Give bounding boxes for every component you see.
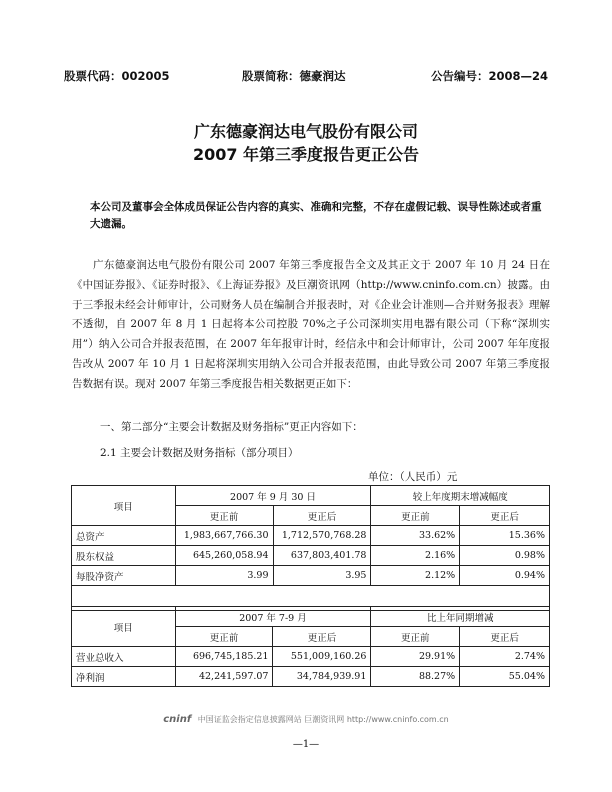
section-heading: 一、第二部分“主要会计数据及财务指标”更正内容如下： — [100, 421, 363, 433]
stock-short-name: 股票简称：德豪润达 — [242, 69, 346, 83]
before-header: 更正前 — [371, 627, 460, 647]
table-header-row — [72, 607, 550, 627]
row-label: 总资产 — [72, 526, 176, 546]
body-paragraph: 广东德豪润达电气股份有限公司 2007 年第三季度报告全文及其正文于 2007 年 10 月 24 日在《中国证券报》、《证券时报》、《上海证券报》及巨潮资讯网（http://www.cninfo.com.cn）披露。由于三季报未经会计师审计，公司财务人员在编制合并报表时，对《企业会计准则—合并财务报表》理解不透彻，自 2007 年 8 月 1 日起将本公司控股 70%之子公司深圳实用电器有限公司（下称“深圳实用”）纳入公司合并报表范围，在 2007 年年报审计时，经信永中和会计师审计，公司 2007 年年度报告改从 2007 年 10 月 1 日起将深圳实用纳入公司合并报表范围，由此导致公司 2007 年第三季度报告数据有误。现对 2007 年第三季度报告相关数据更正如下： — [72, 259, 550, 390]
cell-value: 551,009,160.26 — [273, 647, 371, 667]
cell-value: 2.74% — [460, 647, 550, 667]
cell-value: 645,260,058.94 — [175, 546, 273, 566]
cell-value: 29.91% — [371, 647, 460, 667]
table-row — [72, 647, 550, 667]
cell-value: 15.36% — [460, 526, 550, 546]
cninfo-logo: cninf — [163, 714, 192, 725]
table-row — [72, 566, 550, 586]
after-header: 更正后 — [460, 627, 550, 647]
change-header: 比上年同期增减 — [371, 607, 550, 627]
cell-value: 0.98% — [460, 546, 550, 566]
table-row — [72, 526, 550, 546]
before-header: 更正前 — [175, 627, 273, 647]
item-header: 项目 — [72, 607, 176, 647]
page-number: —1— — [292, 739, 320, 750]
board-statement: 本公司及董事会全体成员保证公告内容的真实、准确和完整，不存在虚假记载、误导性陈述或者重大遗漏。 — [90, 201, 542, 230]
sub-heading: 2.1 主要会计数据及财务指标（部分项目） — [100, 447, 299, 459]
company-title: 广东德豪润达电气股份有限公司 — [193, 122, 418, 141]
balance-table — [71, 485, 550, 611]
income-table — [71, 606, 550, 687]
row-label: 股东权益 — [72, 546, 176, 566]
before-header: 更正前 — [175, 506, 273, 526]
row-label: 每股净资产 — [72, 566, 176, 586]
footer-text: 中国证监会指定信息披露网站 巨潮资讯网 http://www.cninfo.com.cn — [197, 715, 449, 724]
cell-value: 55.04% — [460, 667, 550, 687]
cell-value: 34,784,939.91 — [273, 667, 371, 687]
cell-value: 2.12% — [371, 566, 460, 586]
unit-label: 单位：（人民币）元 — [368, 471, 458, 483]
cell-value: 2.16% — [371, 546, 460, 566]
row-label: 营业总收入 — [72, 647, 176, 667]
cell-value: 33.62% — [371, 526, 460, 546]
cell-value: 0.94% — [460, 566, 550, 586]
cell-value: 3.99 — [175, 566, 273, 586]
period-header: 2007 年 9 月 30 日 — [175, 486, 371, 506]
table-header-row — [72, 486, 550, 506]
after-header: 更正后 — [273, 627, 371, 647]
document-header — [64, 68, 548, 86]
after-header: 更正后 — [273, 506, 371, 526]
cell-value: 1,712,570,768.28 — [273, 526, 371, 546]
item-header: 项目 — [72, 486, 176, 526]
footer-watermark — [0, 714, 612, 725]
period-header: 2007 年 7-9 月 — [175, 607, 371, 627]
notice-title: 2007 年第三季度报告更正公告 — [192, 145, 420, 164]
notice-number: 公告编号：2008—24 — [430, 69, 548, 83]
cell-value: 637,803,401.78 — [273, 546, 371, 566]
row-label: 净利润 — [72, 667, 176, 687]
change-header: 较上年度期末增减幅度 — [371, 486, 550, 506]
cell-value: 3.95 — [273, 566, 371, 586]
table-row — [72, 546, 550, 566]
cell-value: 696,745,185.21 — [175, 647, 273, 667]
after-header: 更正后 — [460, 506, 550, 526]
cell-value: 42,241,597.07 — [175, 667, 273, 687]
cell-value: 1,983,667,766.30 — [175, 526, 273, 546]
cell-value: 88.27% — [371, 667, 460, 687]
before-header: 更正前 — [371, 506, 460, 526]
table-row — [72, 667, 550, 687]
stock-code: 股票代码：002005 — [64, 69, 170, 83]
